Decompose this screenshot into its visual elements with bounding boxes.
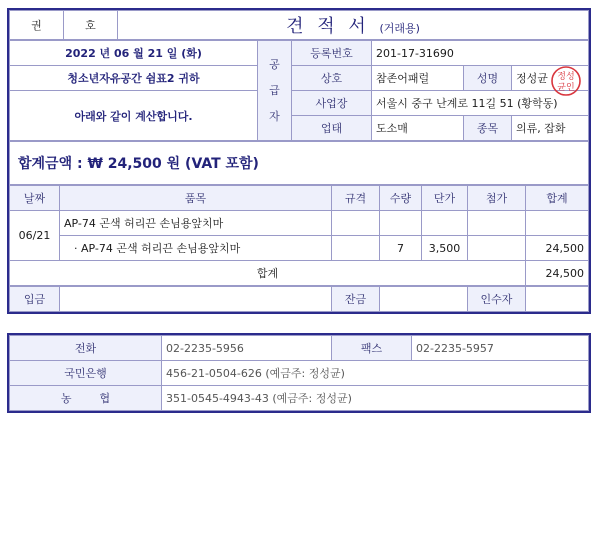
estimate-date: 2022 년 06 월 21 일 (화) xyxy=(10,41,258,66)
title-sub: (거래용) xyxy=(379,22,420,35)
col-header: 품목 xyxy=(60,186,332,211)
header-table xyxy=(9,10,589,40)
deposit-value xyxy=(60,287,332,312)
contact-sheet xyxy=(7,333,591,413)
item-price: 3,500 xyxy=(422,236,468,261)
category-value: 의류, 잡화 xyxy=(512,116,589,141)
title-text: 견 적 서 xyxy=(286,16,370,37)
book-label: 권 xyxy=(10,11,64,40)
item-qty: 7 xyxy=(380,236,422,261)
col-header: 합계 xyxy=(526,186,589,211)
table-row xyxy=(10,211,589,236)
supplier-side-label xyxy=(258,41,292,141)
subtotal-row xyxy=(10,261,589,286)
col-header: 수량 xyxy=(380,186,422,211)
item-spec xyxy=(332,236,380,261)
biztype-value: 도소매 xyxy=(372,116,464,141)
svg-text:균인: 균인 xyxy=(557,83,575,93)
phone-value: 02-2235-5956 xyxy=(162,336,332,361)
subtotal-value: 24,500 xyxy=(526,261,589,286)
message: 아래와 같이 계산합니다. xyxy=(10,91,258,141)
side-char: 자 xyxy=(269,109,280,123)
table-row xyxy=(10,236,589,261)
bank2-label: 농 협 xyxy=(10,386,162,411)
bank1-account: 456-21-0504-626 (예금주: 정성균) xyxy=(162,361,589,386)
bank1-label: 국민은행 xyxy=(10,361,162,386)
name-cell xyxy=(512,66,589,91)
item-extra xyxy=(468,236,526,261)
category-label: 종목 xyxy=(464,116,512,141)
deposit-label: 입금 xyxy=(10,287,60,312)
name-label: 성명 xyxy=(464,66,512,91)
name-value: 정성균 xyxy=(516,72,548,85)
balance-value xyxy=(380,287,468,312)
receiver-label: 인수자 xyxy=(468,287,526,312)
address-value: 서울시 중구 난계로 11길 51 (황학동) xyxy=(372,91,589,116)
receiver-value xyxy=(526,287,589,312)
page-title xyxy=(118,11,589,40)
col-header: 날짜 xyxy=(10,186,60,211)
col-header: 첨가 xyxy=(468,186,526,211)
address-label: 사업장 xyxy=(292,91,372,116)
item-name: · AP-74 곤색 허리끈 손님용앞치마 xyxy=(60,236,332,261)
contact-table xyxy=(9,335,589,411)
reg-value: 201-17-31690 xyxy=(372,41,589,66)
col-header: 규격 xyxy=(332,186,380,211)
balance-label: 잔금 xyxy=(332,287,380,312)
total-table xyxy=(9,141,589,185)
bank2-account: 351-0545-4943-43 (예금주: 정성균) xyxy=(162,386,589,411)
seal-stamp-icon xyxy=(550,64,582,98)
grand-total: 합계금액 : ₩ 24,500 원 (VAT 포함) xyxy=(10,142,589,185)
col-header: 단가 xyxy=(422,186,468,211)
item-sum: 24,500 xyxy=(526,236,589,261)
fax-value: 02-2235-5957 xyxy=(412,336,589,361)
recipient: 청소년자유공간 쉼표2 귀하 xyxy=(10,66,258,91)
fax-label: 팩스 xyxy=(332,336,412,361)
company-label: 상호 xyxy=(292,66,372,91)
biztype-label: 업태 xyxy=(292,116,372,141)
reg-label: 등록번호 xyxy=(292,41,372,66)
number-label: 호 xyxy=(64,11,118,40)
item-group-name: AP-74 곤색 허리끈 손님용앞치마 xyxy=(60,211,332,236)
svg-text:정성: 정성 xyxy=(557,72,575,82)
company-value: 참존어패럴 xyxy=(372,66,464,91)
side-char: 공 xyxy=(269,57,280,71)
item-date: 06/21 xyxy=(10,211,60,261)
items-table xyxy=(9,185,589,286)
side-char: 급 xyxy=(269,83,280,97)
subtotal-label: 합계 xyxy=(10,261,526,286)
phone-label: 전화 xyxy=(10,336,162,361)
supplier-table xyxy=(9,40,589,141)
estimate-sheet xyxy=(7,8,591,314)
payment-table xyxy=(9,286,589,312)
